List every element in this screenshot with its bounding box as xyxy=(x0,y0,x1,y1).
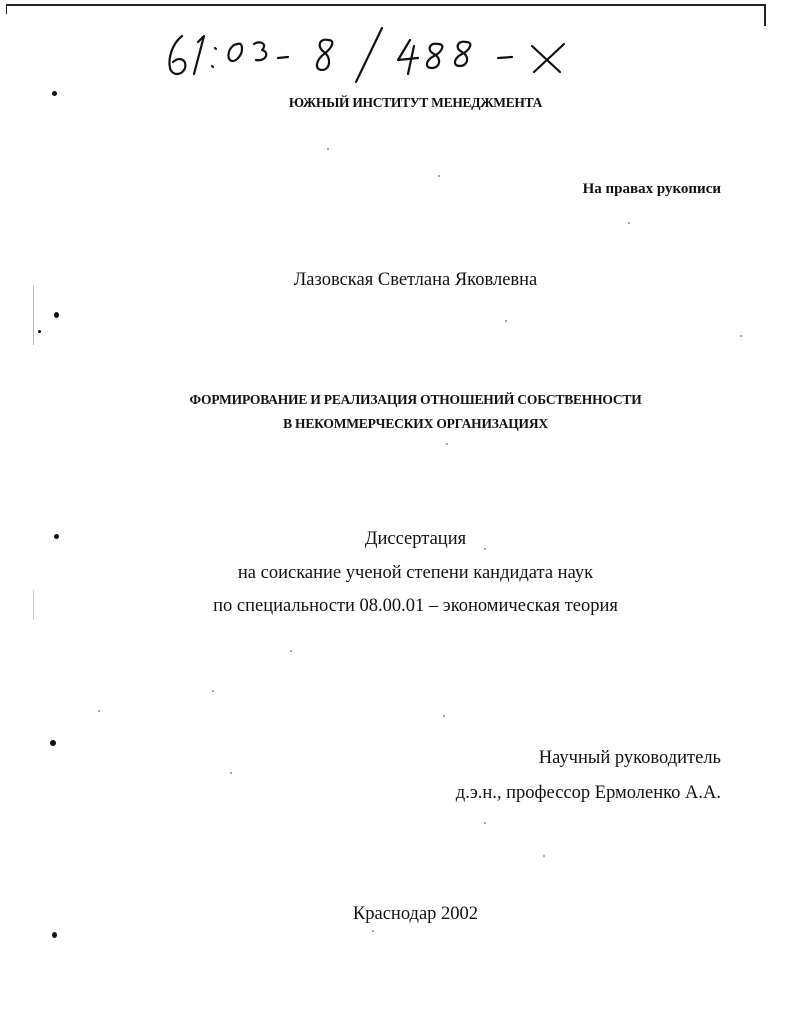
scan-dot xyxy=(212,690,214,692)
scan-dot xyxy=(446,443,448,445)
scan-border-top xyxy=(6,4,764,6)
scan-dot xyxy=(628,222,630,224)
city-year: Краснодар 2002 xyxy=(352,904,479,924)
scan-dot xyxy=(290,650,292,652)
scan-speck xyxy=(38,330,41,333)
degree-line: на соискание ученой степени кандидата наук xyxy=(237,563,594,583)
scan-dot xyxy=(543,855,545,857)
scan-speck xyxy=(52,932,57,938)
scan-dot xyxy=(327,148,329,150)
scan-dot xyxy=(443,715,445,717)
author-name: Лазовская Светлана Яковлевна xyxy=(293,270,538,290)
scan-speck xyxy=(54,534,59,539)
scan-speck xyxy=(52,91,57,96)
supervisor-label: Научный руководитель xyxy=(538,748,721,768)
scan-margin-line xyxy=(33,285,34,345)
handwritten-catalog-number xyxy=(160,22,580,84)
scan-border-left xyxy=(6,4,7,14)
dissertation-title-line1: ФОРМИРОВАНИЕ И РЕАЛИЗАЦИЯ ОТНОШЕНИЙ СОБСТВЕННОСТИ xyxy=(189,392,642,407)
scan-dot xyxy=(230,772,232,774)
scan-dot xyxy=(438,175,440,177)
scan-speck xyxy=(54,312,59,318)
scan-dot xyxy=(484,822,486,824)
scan-dot xyxy=(505,320,507,322)
specialty-line: по специальности 08.00.01 – экономическая теория xyxy=(213,596,618,616)
scan-dot xyxy=(372,930,374,932)
work-type: Диссертация xyxy=(364,529,467,549)
supervisor-name: д.э.н., профессор Ермоленко А.А. xyxy=(455,783,721,803)
scan-dot xyxy=(98,710,100,712)
scan-border-right xyxy=(764,4,766,26)
dissertation-title-line2: В НЕКОММЕРЧЕСКИХ ОРГАНИЗАЦИЯХ xyxy=(283,416,548,431)
scan-dot xyxy=(740,335,742,337)
scan-dot xyxy=(484,548,486,550)
institute-name: ЮЖНЫЙ ИНСТИТУТ МЕНЕДЖМЕНТА xyxy=(288,95,543,110)
rights-note: На правах рукописи xyxy=(582,181,721,197)
scan-speck xyxy=(50,740,56,746)
